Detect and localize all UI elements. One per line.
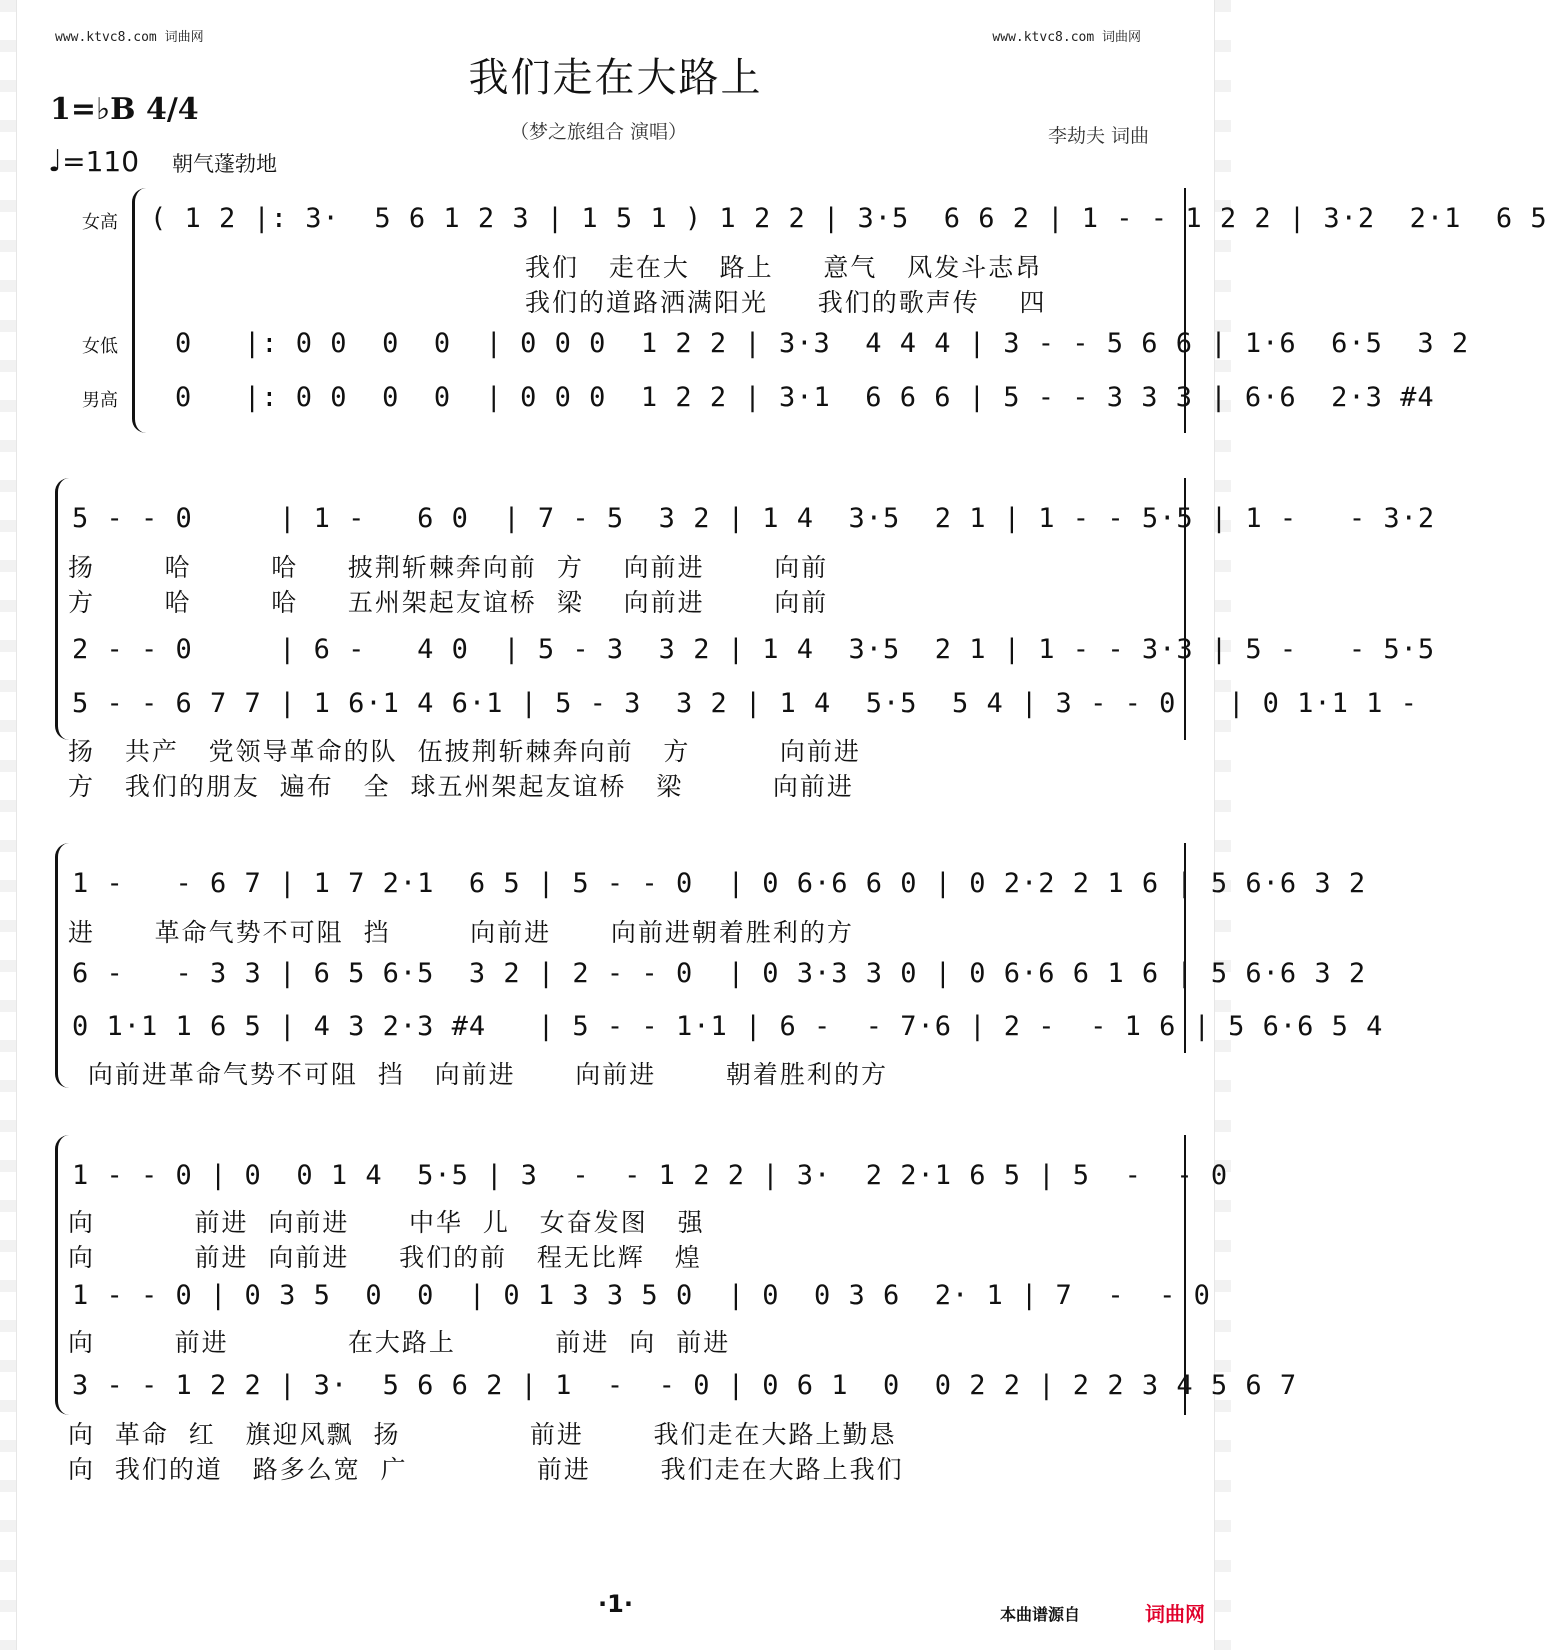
tempo-marking <box>48 144 139 179</box>
system-end-barline <box>1184 188 1186 433</box>
soprano-notes: 5 - - 0 | 1 - 6 0 | 7 - 5 3 2 | 1 4 3·5 2 1 | 1 - - 5·5 | 1 - - 3·2 <box>72 503 1436 534</box>
part-label-alto: 女低 <box>82 336 118 357</box>
composer: 李劫夫 词曲 <box>1048 125 1150 147</box>
soprano-notes: ( 1 2 |: 3· 5 6 1 2 3 | 1 5 1 ) 1 2 2 | 3·5 6 6 2 | 1 - - 1 2 2 | 3·2 2·1 6 5 <box>150 203 1548 234</box>
alto-notes: 6 - - 3 3 | 6 5 6·5 3 2 | 2 - - 0 | 0 3·3 3 0 | 0 6·6 6 1 6 | 5 6·6 3 2 <box>72 958 1367 989</box>
soprano-notes: 1 - - 6 7 | 1 7 2·1 6 5 | 5 - - 0 | 0 6·6 6 0 | 0 2·2 2 1 6 | 5 6·6 3 2 <box>72 868 1367 899</box>
soprano-lyrics-verse-2: 我们的道路洒满阳光 我们的歌声传 四 <box>525 288 1047 317</box>
tempo-value: =110 <box>62 145 140 178</box>
soprano-lyrics-verse-2: 方 哈 哈 五州架起友谊桥 梁 向前进 向前 <box>68 588 829 617</box>
song-title: 我们走在大路上 <box>468 55 763 101</box>
quarter-note-icon: ♩ <box>48 144 63 179</box>
left-margin-watermark <box>0 0 17 1650</box>
performer: （梦之旅组合 演唱） <box>510 121 688 143</box>
system-brace <box>55 1135 70 1415</box>
part-label-soprano: 女高 <box>82 212 118 233</box>
tenor-lyrics-verse-1: 向 革命 红 旗迎风飘 扬 前进 我们走在大路上勤恳 <box>68 1420 897 1449</box>
brand-logo[interactable]: 词曲网 <box>1145 1602 1205 1626</box>
part-label-tenor: 男高 <box>82 390 118 411</box>
expression-marking: 朝气蓬勃地 <box>172 152 277 176</box>
tenor-notes: 0 |: 0 0 0 0 | 0 0 0 1 2 2 | 3·1 6 6 6 | 5 - - 3 3 3 | 6·6 2·3 #4 <box>175 382 1435 413</box>
system-end-barline <box>1184 478 1186 740</box>
tenor-notes: 0 1·1 1 6 5 | 4 3 2·3 #4 | 5 - - 1·1 | 6 - - 7·6 | 2 - - 1 6 | 5 6·6 5 4 <box>72 1011 1384 1042</box>
system-brace <box>132 188 147 433</box>
page-number: ·1· <box>598 1590 633 1618</box>
tenor-lyrics-verse-1: 扬 共产 党领导革命的队 伍披荆斩棘奔向前 方 向前进 <box>68 737 861 766</box>
system-end-barline <box>1184 843 1186 1053</box>
tenor-lyrics: 向前进革命气势不可阻 挡 向前进 向前进 朝着胜利的方 <box>68 1060 888 1089</box>
alto-notes: 0 |: 0 0 0 0 | 0 0 0 1 2 2 | 3·3 4 4 4 | 3 - - 5 6 6 | 1·6 6·5 3 2 <box>175 328 1470 359</box>
site-url-left[interactable]: www.ktvc8.com 词曲网 <box>55 30 204 45</box>
source-credit: 本曲谱源自 <box>1000 1605 1081 1624</box>
soprano-lyrics-verse-1: 向 前进 向前进 中华 儿 女奋发图 强 <box>68 1208 705 1237</box>
soprano-lyrics-verse-1: 扬 哈 哈 披荆斩棘奔向前 方 向前进 向前 <box>68 553 829 582</box>
site-url-right[interactable]: www.ktvc8.com 词曲网 <box>992 30 1141 45</box>
soprano-lyrics: 进 革命气势不可阻 挡 向前进 向前进朝着胜利的方 <box>68 918 854 947</box>
tenor-notes: 3 - - 1 2 2 | 3· 5 6 6 2 | 1 - - 0 | 0 6 1 0 0 2 2 | 2 2 3 4 5 6 7 <box>72 1370 1298 1401</box>
system-brace <box>55 843 70 1088</box>
alto-lyrics: 向 前进 在大路上 前进 向 前进 <box>68 1328 731 1357</box>
system-end-barline <box>1184 1135 1186 1415</box>
soprano-notes: 1 - - 0 | 0 0 1 4 5·5 | 3 - - 1 2 2 | 3· 2 2·1 6 5 | 5 - - 0 <box>72 1160 1229 1191</box>
tenor-notes: 5 - - 6 7 7 | 1 6·1 4 6·1 | 5 - 3 3 2 | 1 4 5·5 5 4 | 3 - - 0 | 0 1·1 1 - <box>72 688 1418 719</box>
right-margin-watermark <box>1214 0 1231 1650</box>
soprano-lyrics-verse-2: 向 前进 向前进 我们的前 程无比辉 煌 <box>68 1243 702 1272</box>
tenor-lyrics-verse-2: 向 我们的道 路多么宽 广 前进 我们走在大路上我们 <box>68 1455 904 1484</box>
tenor-lyrics-verse-2: 方 我们的朋友 遍布 全 球五州架起友谊桥 梁 向前进 <box>68 772 854 801</box>
soprano-lyrics-verse-1: 我们 走在大 路上 意气 风发斗志昂 <box>525 253 1043 282</box>
alto-notes: 2 - - 0 | 6 - 4 0 | 5 - 3 3 2 | 1 4 3·5 2 1 | 1 - - 3·3 | 5 - - 5·5 <box>72 634 1436 665</box>
key-signature: 1=♭B 4/4 <box>50 92 199 127</box>
alto-notes: 1 - - 0 | 0 3 5 0 0 | 0 1 3 3 5 0 | 0 0 3 6 2· 1 | 7 - - 0 <box>72 1280 1211 1311</box>
